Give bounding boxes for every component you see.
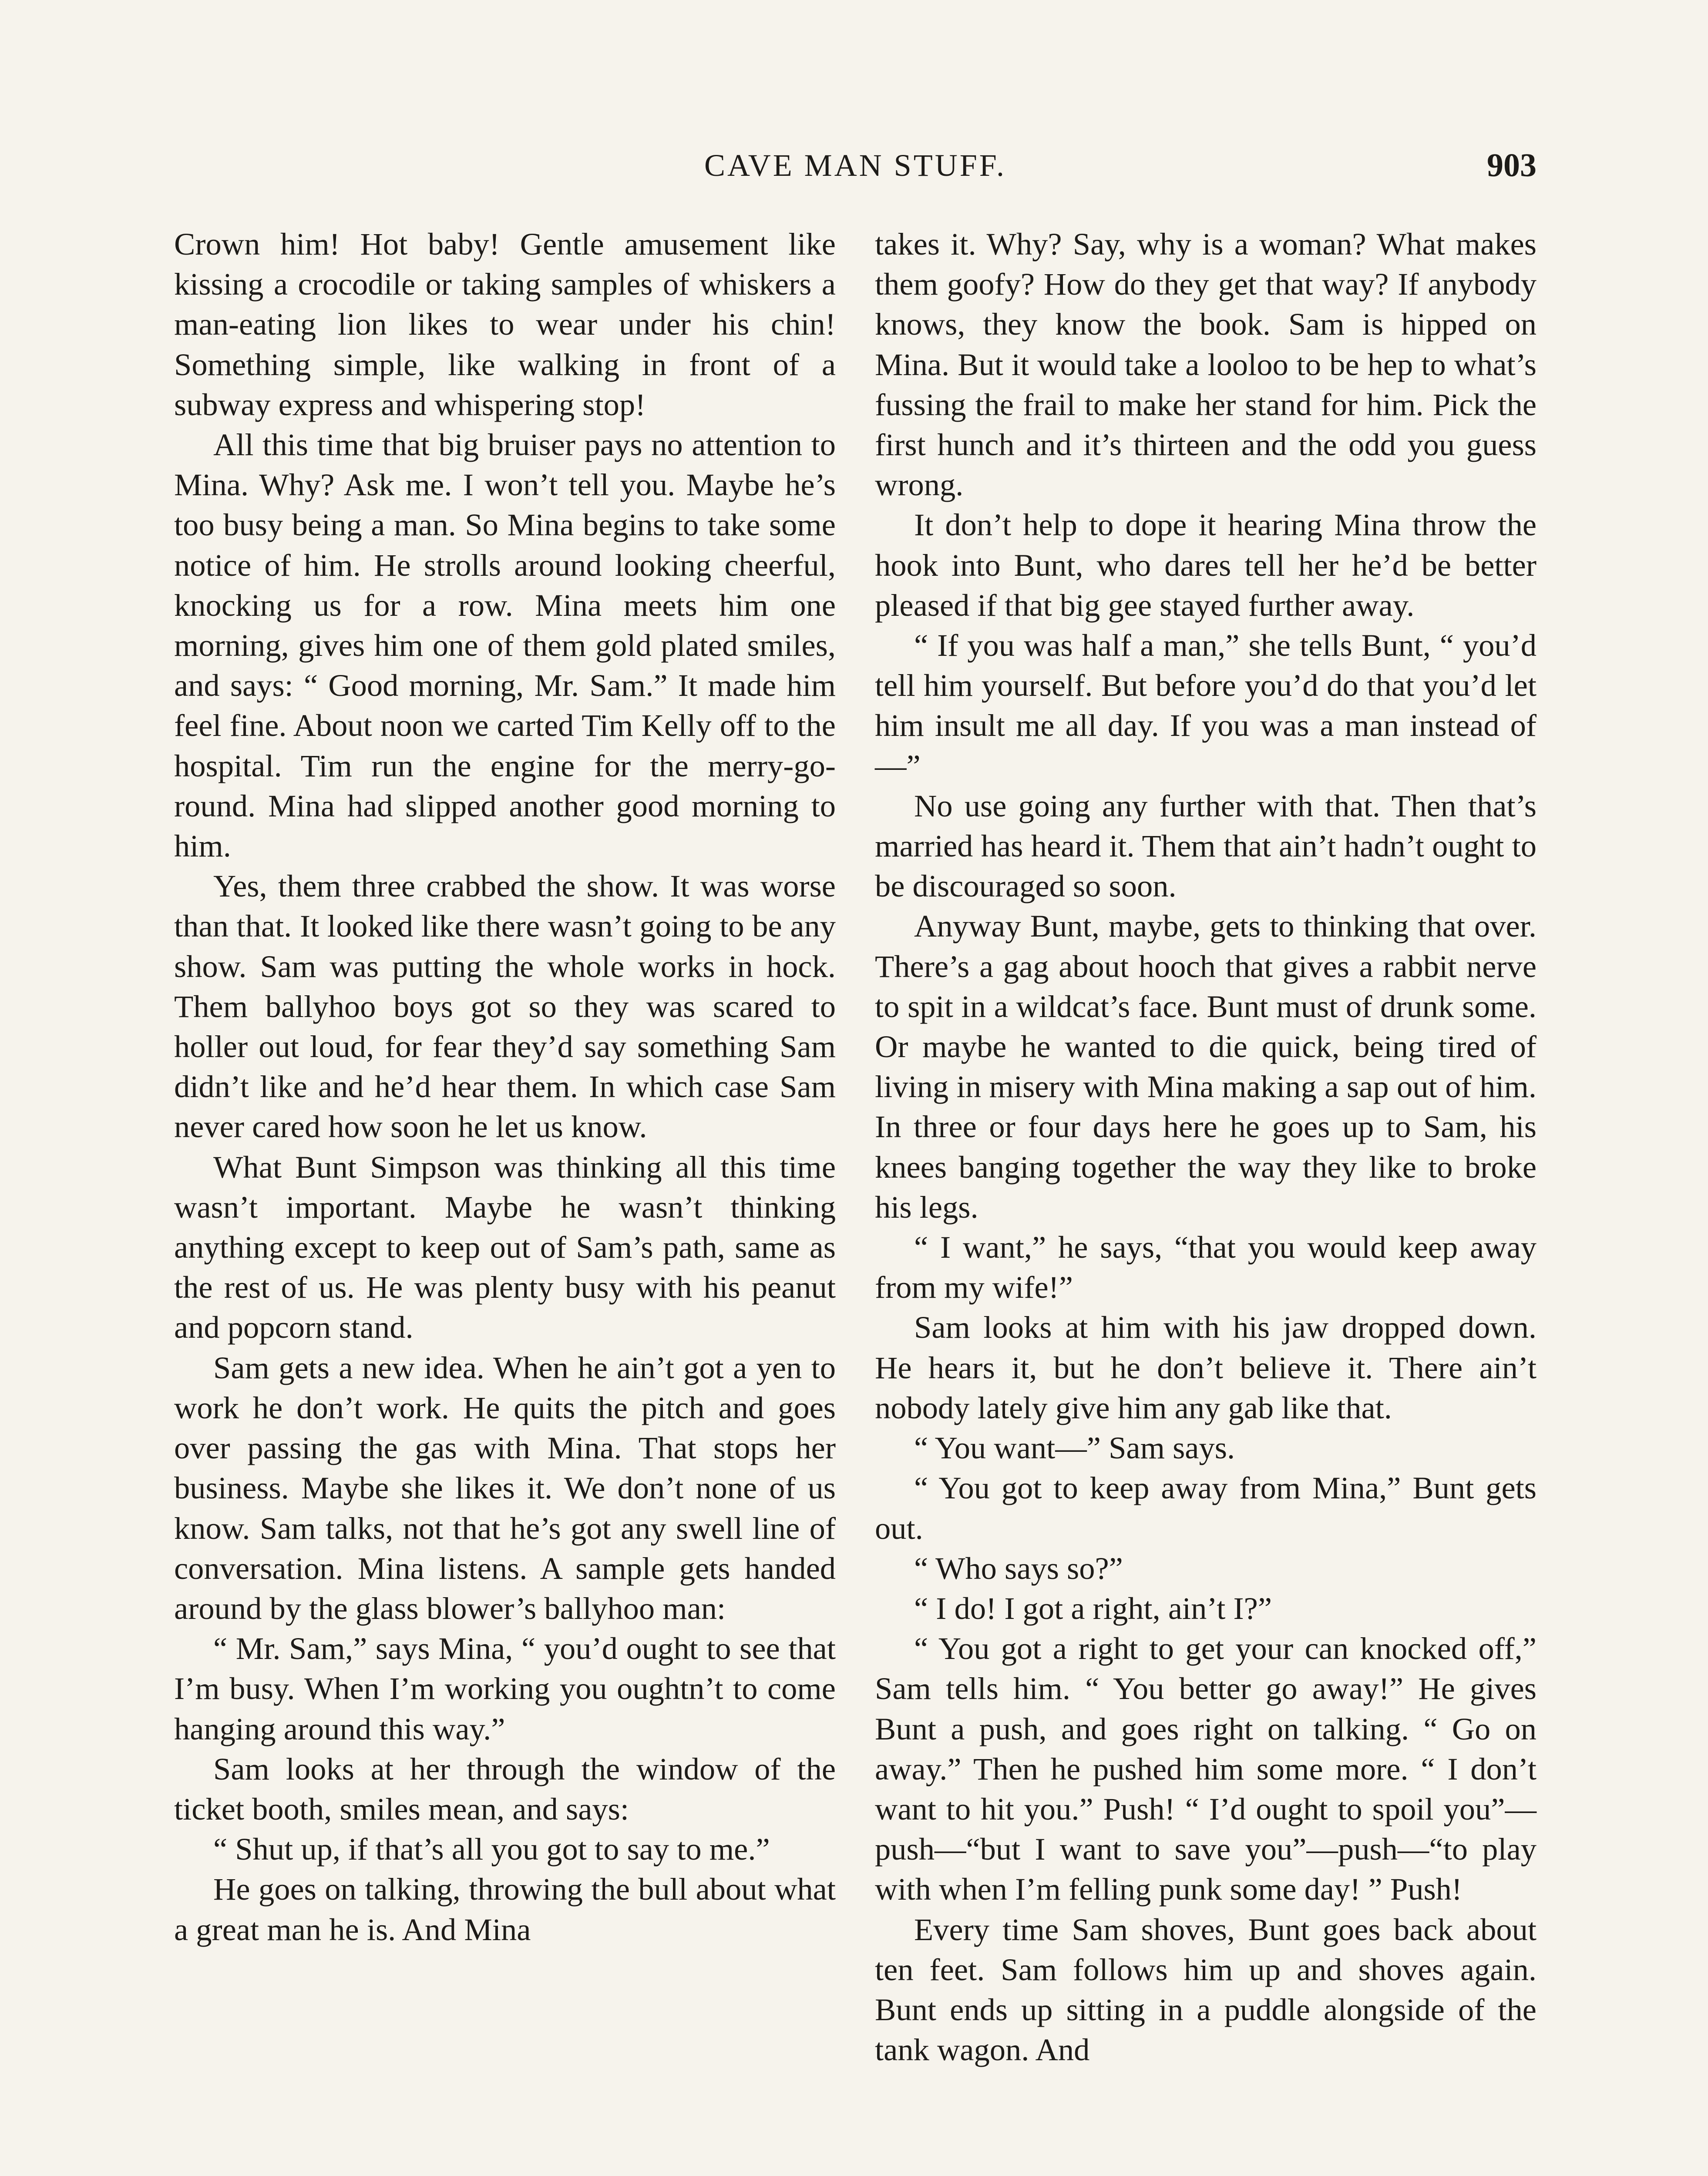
paragraph: Crown him! Hot baby! Gentle amusement like kissing a crocodile or taking samples of whiskers a man-eating lion likes to wear under his chin! Something simple, like walking in front of a subway express and whispering stop! — [174, 226, 836, 422]
paragraph: “ I want,” he says, “that you would keep away from my wife!” — [875, 1229, 1537, 1305]
paragraph: “ Who says so?” — [914, 1550, 1123, 1586]
right-column — [875, 224, 1537, 2070]
page-number: 903 — [1487, 147, 1537, 184]
paragraph: “ You got to keep away from Mina,” Bunt gets out. — [875, 1470, 1537, 1546]
paragraph: Every time Sam shoves, Bunt goes back about ten feet. Sam follows him up and shoves again. Bunt ends up sitting in a puddle alongside of the tank wagon. And — [875, 1911, 1537, 2068]
running-title: CAVE MAN STUFF. — [704, 148, 1007, 183]
paragraph: takes it. Why? Say, why is a woman? What makes them goofy? How do they get that way? If anybody knows, they know the book. Sam is hipped on Mina. But it would take a looloo to be hep to what’s fussing the frail to make her stand for him. Pick the first hunch and it’s thirteen and the odd you guess wrong. — [875, 226, 1537, 503]
paragraph: Sam looks at her through the window of the ticket booth, smiles mean, and says: — [174, 1751, 836, 1827]
paragraph: What Bunt Simpson was thinking all this time wasn’t important. Maybe he wasn’t thinking anything except to keep out of Sam’s path, same as the rest of us. He was plenty busy with his peanut and popcorn stand. — [174, 1149, 836, 1345]
left-column — [174, 224, 836, 1950]
paragraph: No use going any further with that. Then that’s married has heard it. Them that ain’t hadn’t ought to be discouraged so soon. — [875, 788, 1537, 904]
paragraph: “ Mr. Sam,” says Mina, “ you’d ought to see that I’m busy. When I’m working you oughtn’t to come hanging around this way.” — [174, 1631, 836, 1746]
paragraph: “ Shut up, if that’s all you got to say to me.” — [213, 1831, 770, 1867]
paragraph: “ You want—” Sam says. — [914, 1430, 1235, 1466]
paragraph: “ If you was half a man,” she tells Bunt, “ you’d tell him yourself. But before you’d do that you’d let him insult me all day. If you was a man instead of—” — [875, 628, 1537, 783]
paragraph: “ You got a right to get your can knocked off,” Sam tells him. “ You better go away!” He gives Bunt a push, and goes right on talking. “ Go on away.” Then he pushed him some more. “ I don’t want to hit you.” Push! “ I’d ought to spoil you”—push—“but I want to save you”—push—“to play with when I’m felling punk some day! ” Push! — [875, 1631, 1537, 1907]
paragraph: It don’t help to dope it hearing Mina throw the hook into Bunt, who dares tell her he’d be better pleased if that big gee stayed further away. — [875, 507, 1537, 623]
paragraph: Sam looks at him with his jaw dropped down. He hears it, but he don’t believe it. There ain’t nobody lately give him any gab like that. — [875, 1310, 1537, 1425]
paragraph: All this time that big bruiser pays no attention to Mina. Why? Ask me. I won’t tell you. Maybe he’s too busy being a man. So Mina begins to take some notice of him. He strolls around looking cheerful, knocking us for a row. Mina meets him one morning, gives him one of them gold plated smiles, and says: “ Good morning, Mr. Sam.” It made him feel fine. About noon we carted Tim Kelly off to the hospital. Tim run the engine for the merry-go-round. Mina had slipped another good morning to him. — [174, 427, 836, 864]
paragraph: Yes, them three crabbed the show. It was worse than that. It looked like there wasn’t going to be any show. Sam was putting the whole works in hock. Them ballyhoo boys got so they was scared to holler out loud, for fear they’d say something Sam didn’t like and he’d hear them. In which case Sam never cared how soon he let us know. — [174, 868, 836, 1145]
paragraph: Anyway Bunt, maybe, gets to thinking that over. There’s a gag about hooch that gives a rabbit nerve to spit in a wildcat’s face. Bunt must of drunk some. Or maybe he wanted to die quick, being tired of living in misery with Mina making a sap out of him. In three or four days here he goes up to Sam, his knees banging together the way they like to broke his legs. — [875, 908, 1537, 1225]
page-header — [174, 139, 1537, 191]
paragraph: Sam gets a new idea. When he ain’t got a yen to work he don’t work. He quits the pitch and goes over passing the gas with Mina. That stops her business. Maybe she likes it. We don’t none of us know. Sam talks, not that he’s got any swell line of conversation. Mina listens. A sample gets handed around by the glass blower’s ballyhoo man: — [174, 1350, 836, 1626]
paragraph: He goes on talking, throwing the bull about what a great man he is. And Mina — [174, 1871, 836, 1947]
paragraph: “ I do! I got a right, ain’t I?” — [914, 1590, 1272, 1626]
